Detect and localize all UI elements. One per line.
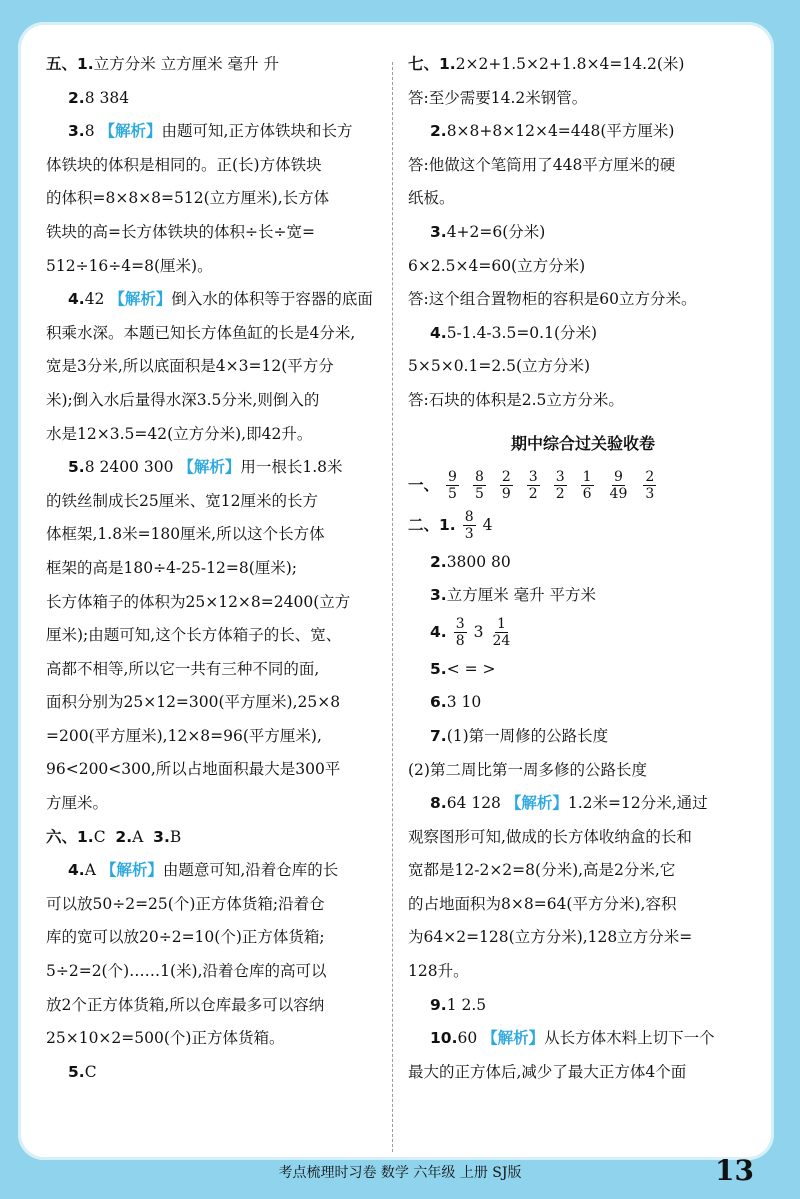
text-line: 可以放50÷2=25(个)正方体货箱;沿着仓 xyxy=(46,894,325,913)
answer-q2-9: 9.1 2.5 xyxy=(430,995,487,1014)
text-line: 512÷16÷4=8(厘米)。 xyxy=(46,256,213,275)
answer-q2-5: 5.< = > xyxy=(430,659,496,678)
answer-q2-2: 2.3800 80 xyxy=(430,552,511,571)
text-line: 宽都是12-2×2=8(分米),高是2分米,它 xyxy=(408,861,676,880)
text-line: 纸板。 xyxy=(408,189,455,208)
fraction: $\frac{9}{49}$ xyxy=(609,469,628,503)
answer-q2-8: 8.64 128 【解析】1.2米=12分米,通过 xyxy=(430,794,708,813)
analysis-tag: 【解析】 xyxy=(99,122,162,141)
answer-q2-3: 3.立方厘米 毫升 平方米 xyxy=(430,586,597,605)
text-line: 面积分别为25×12=300(平方厘米),25×8 xyxy=(46,693,341,712)
answer-7-3: 3.4+2=6(分米) xyxy=(430,222,546,241)
text-line: 的铁丝制成长25厘米、宽12厘米的长方 xyxy=(46,491,318,510)
analysis-tag: 【解析】 xyxy=(505,794,568,813)
answer-5-4: 4.42 【解析】倒入水的体积等于容器的底面 xyxy=(68,290,373,309)
answer-5-1: 五、1.立方分米 立方厘米 毫升 升 xyxy=(46,55,279,73)
text-line: 框架的高是180÷4-25-12=8(厘米); xyxy=(46,558,298,577)
text-line: 铁块的高=长方体铁块的体积÷长÷宽= xyxy=(46,222,315,241)
text-line: 25×10×2=500(个)正方体货箱。 xyxy=(46,1029,285,1048)
footer-text: 考点梳理时习卷 数学 六年级 上册 SJ版 xyxy=(278,1165,522,1181)
fraction: $\frac{1}{24}$ xyxy=(492,616,511,650)
text-line: 放2个正方体货箱,所以仓库最多可以容纳 xyxy=(46,995,325,1014)
text-line: 积乘水深。本题已知长方体鱼缸的长是4分米, xyxy=(46,323,356,342)
answer-q2-1: 二、1. $\frac{8}{3}$ 4 xyxy=(408,509,493,543)
fraction: $\frac{9}{5}$ xyxy=(448,469,457,503)
text-line: 6×2.5×4=60(立方分米) xyxy=(408,256,586,275)
text-line: 长方体箱子的体积为25×12×8=2400(立方 xyxy=(46,592,351,611)
analysis-tag: 【解析】 xyxy=(178,458,241,477)
text-line: 答:石块的体积是2.5立方分米。 xyxy=(408,390,624,409)
analysis-tag: 【解析】 xyxy=(109,290,172,309)
text-line: 5÷2=2(个)……1(米),沿着仓库的高可以 xyxy=(46,962,327,981)
text-line: 5×5×0.1=2.5(立方分米) xyxy=(408,357,591,376)
analysis-tag: 【解析】 xyxy=(482,1029,545,1048)
text-line: 96<200<300,所以占地面积最大是300平 xyxy=(46,760,341,779)
answer-q1: 一、 $\frac{9}{5}$ $\frac{8}{5}$ $\frac{2}{9}$ $\frac{3}{2}$ $\frac{3}{2}$ $\frac{1}{6}$ $\frac{9}{49}$ $\frac{2}{3}$ xyxy=(408,469,655,503)
page-number: 13 xyxy=(715,1154,754,1187)
text-line: 库的宽可以放20÷2=10(个)正方体货箱; xyxy=(46,928,325,947)
answer-7-1: 七、1.2×2+1.5×2+1.8×4=14.2(米) xyxy=(408,55,685,73)
text-line: 宽是3分米,所以底面积是4×3=12(平方分 xyxy=(46,357,334,376)
answer-q2-7: 7.(1)第一周修的公路长度 xyxy=(430,726,609,745)
text-line: 128升。 xyxy=(408,962,469,981)
text-line: 体框架,1.8米=180厘米,所以这个长方体 xyxy=(46,525,325,544)
fraction: $\frac{8}{5}$ xyxy=(474,469,484,503)
fraction: $\frac{3}{2}$ xyxy=(555,469,565,503)
fraction: $\frac{2}{3}$ xyxy=(645,469,655,503)
fraction: $\frac{1}{6}$ xyxy=(582,469,592,503)
text-line: 观察图形可知,做成的长方体收纳盒的长和 xyxy=(408,827,692,846)
exam-title: 期中综合过关验收卷 xyxy=(510,433,655,453)
text-line: 的体积=8×8×8=512(立方厘米),长方体 xyxy=(46,189,330,208)
text-line: =200(平方厘米),12×8=96(平方厘米), xyxy=(46,726,322,745)
text-line: 答:这个组合置物柜的容积是60立方分米。 xyxy=(408,290,697,309)
answer-5-5: 5.8 2400 300 【解析】用一根长1.8米 xyxy=(68,458,343,477)
text-line: 最大的正方体后,减少了最大正方体4个面 xyxy=(408,1062,687,1081)
answer-7-2: 2.8×8+8×12×4=448(平方厘米) xyxy=(430,122,675,141)
answer-5-3: 3.8 【解析】由题可知,正方体铁块和长方 xyxy=(68,122,353,141)
text-line: 体铁块的体积是相同的。正(长)方体铁块 xyxy=(46,155,322,174)
answer-6-1-3: 六、1.C 2.A 3.B xyxy=(46,827,182,846)
fraction: $\frac{8}{3}$ xyxy=(464,509,474,543)
analysis-tag: 【解析】 xyxy=(100,861,163,880)
answer-7-4: 4.5-1.4-3.5=0.1(分米) xyxy=(430,323,598,342)
text-line: 答:至少需要14.2米钢管。 xyxy=(408,88,588,107)
answer-6-5: 5.C xyxy=(68,1062,97,1081)
text-line: 米);倒入水后量得水深3.5分米,则倒入的 xyxy=(46,390,320,409)
fraction: $\frac{3}{2}$ xyxy=(528,469,538,503)
text-line: 厘米);由题可知,这个长方体箱子的长、宽、 xyxy=(46,626,342,645)
text-line: 的占地面积为8×8=64(平方分米),容积 xyxy=(408,894,677,913)
answer-q2-10: 10.60 【解析】从长方体木料上切下一个 xyxy=(430,1029,715,1048)
text-line: 高都不相等,所以它一共有三种不同的面, xyxy=(46,659,320,678)
answer-q2-4: 4. $\frac{3}{8}$ 3 $\frac{1}{24}$ xyxy=(430,616,511,650)
text-line: (2)第二周比第一周多修的公路长度 xyxy=(408,760,647,779)
fraction: $\frac{2}{9}$ xyxy=(501,469,511,503)
right-column xyxy=(408,48,758,1089)
left-column xyxy=(46,48,380,1089)
answer-6-4: 4.A 【解析】由题意可知,沿着仓库的长 xyxy=(68,861,339,880)
text-line: 方厘米。 xyxy=(46,794,109,813)
answer-q2-6: 6.3 10 xyxy=(430,693,482,712)
fraction: $\frac{3}{8}$ xyxy=(455,616,465,650)
text-line: 水是12×3.5=42(立方分米),即42升。 xyxy=(46,424,313,443)
column-divider xyxy=(392,62,393,1152)
text-line: 答:他做这个笔筒用了448平方厘米的硬 xyxy=(408,155,676,174)
answer-5-2: 2.8 384 xyxy=(68,88,130,107)
text-line: 为64×2=128(立方分米),128立方分米= xyxy=(408,928,693,947)
